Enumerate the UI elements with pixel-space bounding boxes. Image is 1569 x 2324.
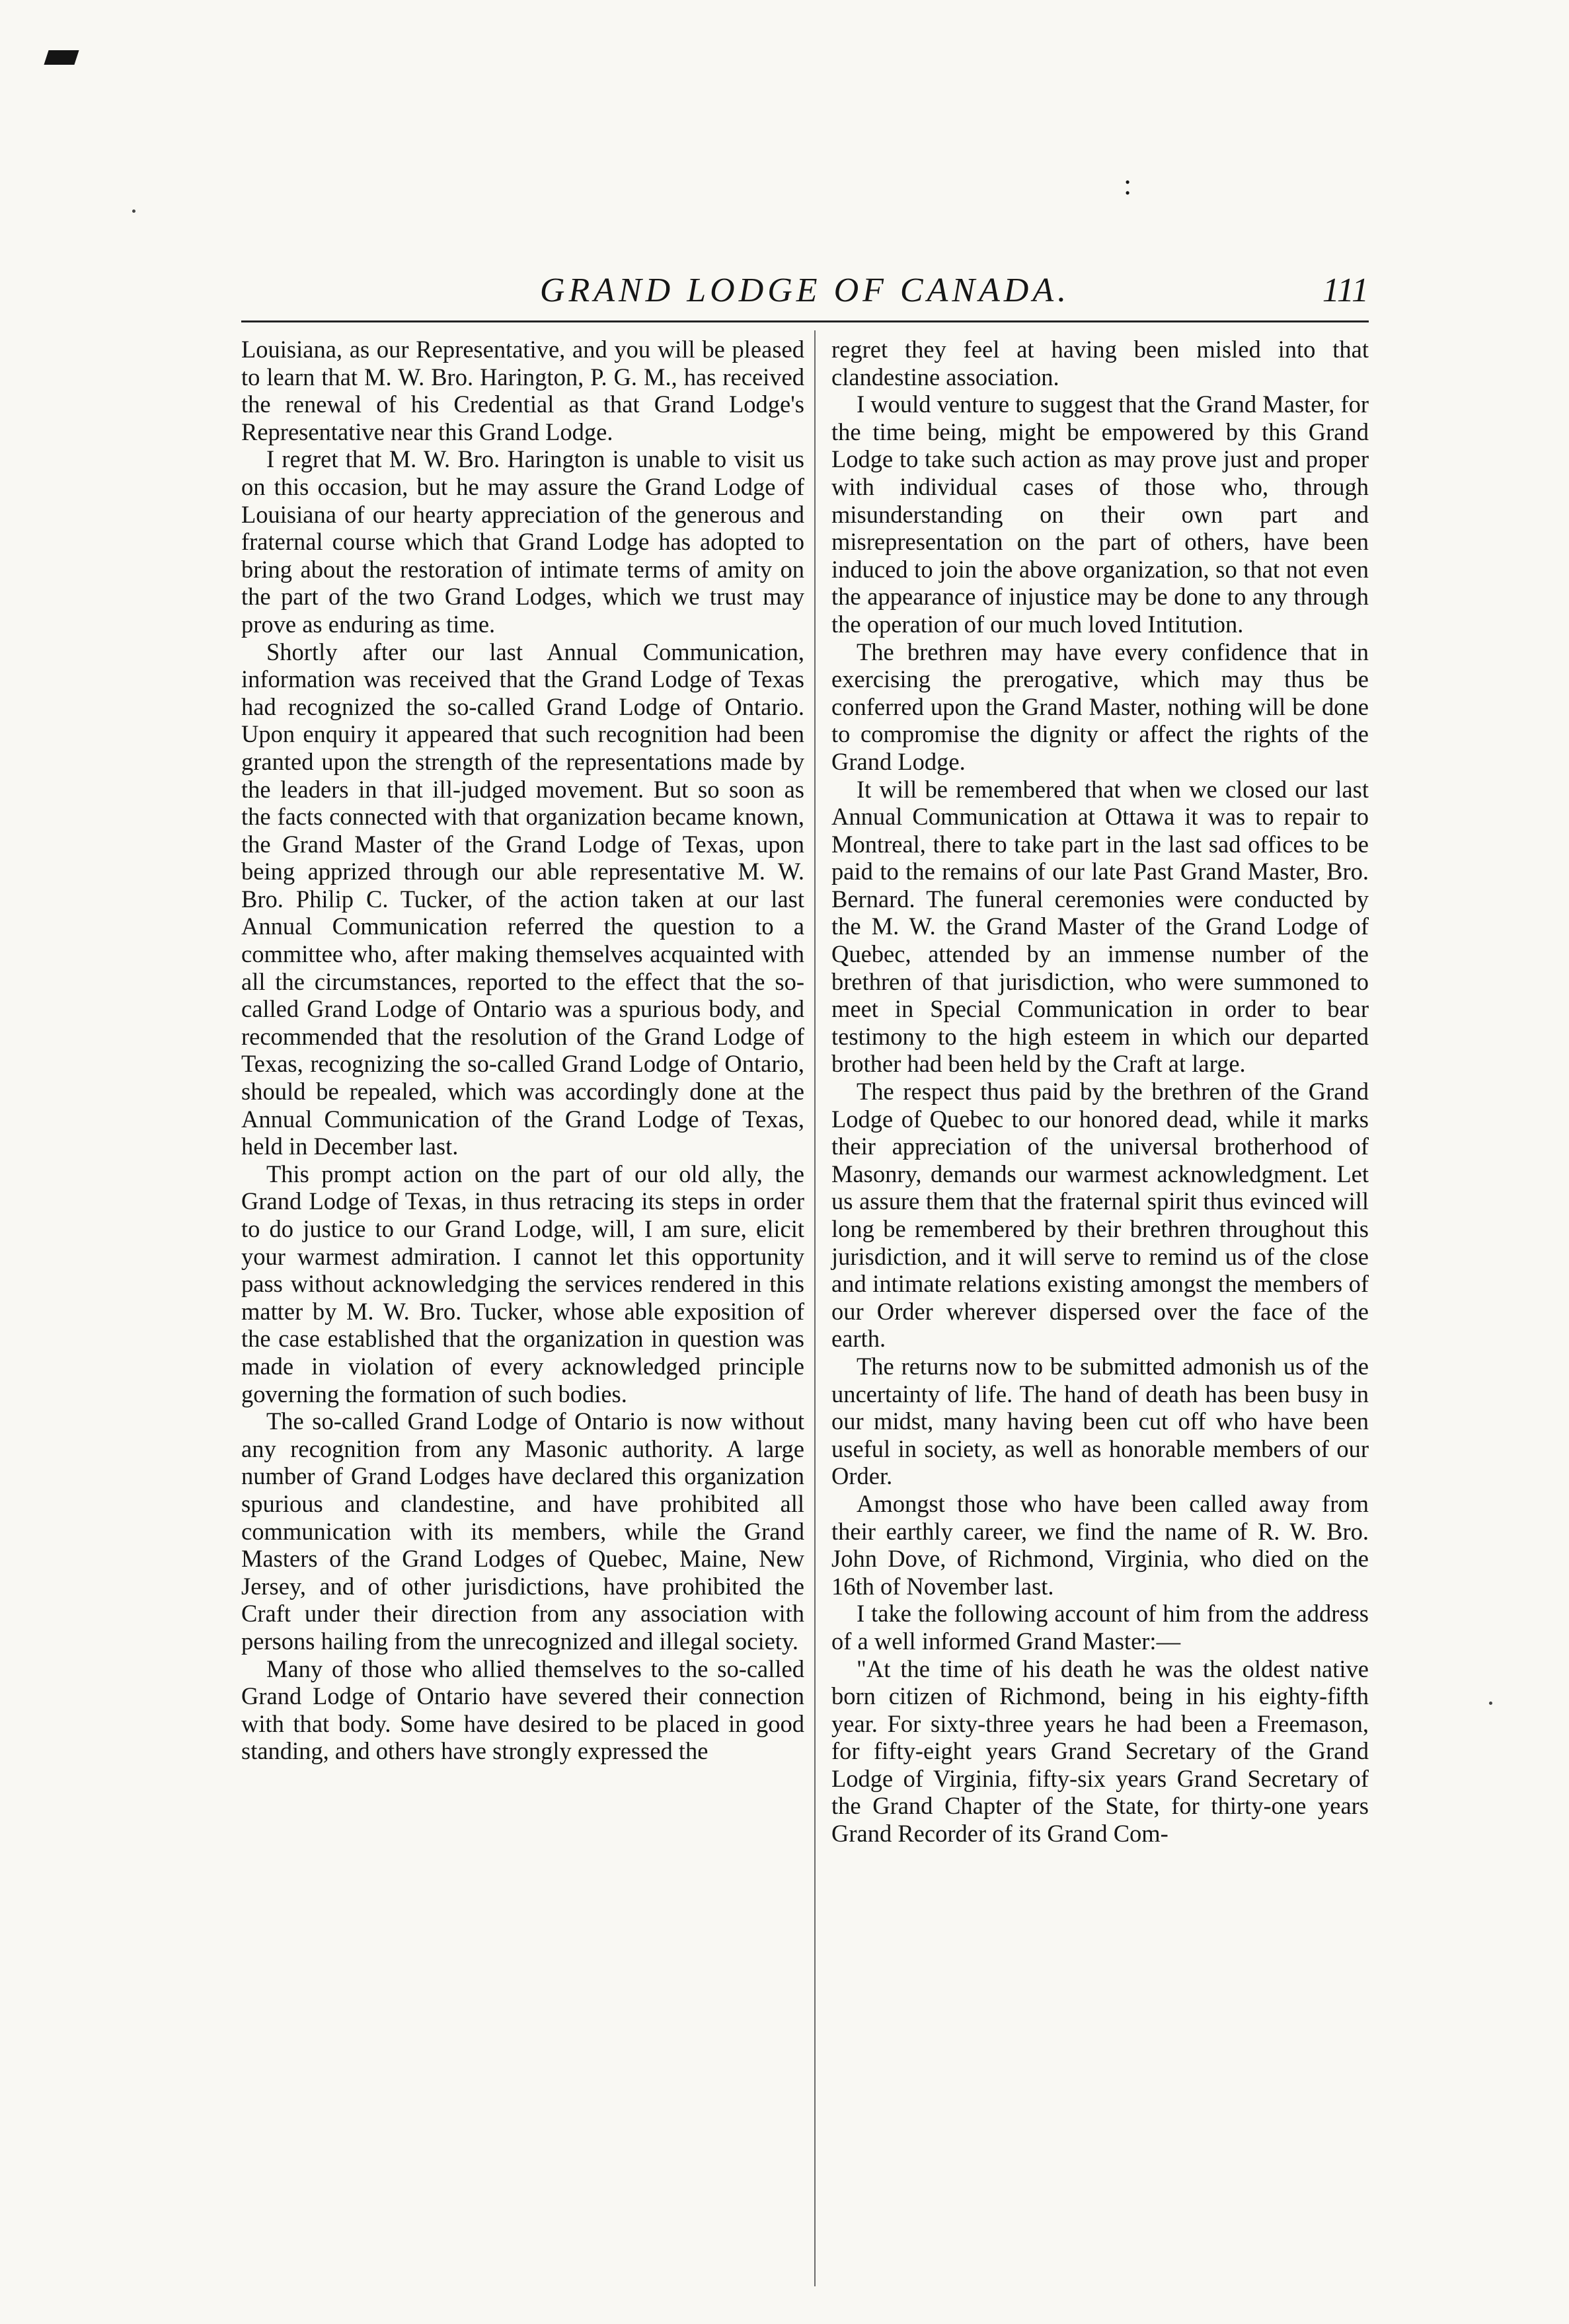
paragraph: Louisiana, as our Representative, and you will be pleased to learn that M. W. Bro. Harington, P. G. M., has received the renewal of his Credential as that Grand Lodge's Representative near this Grand Lodge. xyxy=(241,336,804,445)
running-title: GRAND LODGE OF CANADA. xyxy=(539,272,1071,309)
header-rule xyxy=(241,320,1369,322)
paragraph: Shortly after our last Annual Communication, information was received that the Grand Lodge of Texas had recognized the so-called Grand Lodge of Ontario. Upon enquiry it appeared that such recognition had been granted upon the strength of the representations made by the leaders in that ill-judged movement. But so soon as the facts connected with that organization became known, the Grand Master of the Grand Lodge of Texas, upon being apprized through our able representative M. W. Bro. Philip C. Tucker, of the action taken at our last Annual Communication referred the question to a committee who, after making themselves acquainted with all the circumstances, reported to the effect that the so-called Grand Lodge of Ontario was a spurious body, and recommended that the resolution of the Grand Lodge of Texas, recognizing the so-called Grand Lodge of Ontario, should be repealed, which was accordingly done at the Annual Communication of the Grand Lodge of Texas, held in December last. xyxy=(241,638,804,1160)
paragraph: "At the time of his death he was the oldest native born citizen of Richmond, being in his eighty-fifth year. For sixty-three years he had been a Freemason, for fifty-eight years Grand Secretary of the Grand Lodge of Virginia, fifty-six years Grand Secretary of the Grand Chapter of the State, for thirty-one years Grand Recorder of its Grand Com- xyxy=(831,1655,1369,1848)
paragraph: The so-called Grand Lodge of Ontario is now without any recognition from any Masonic authority. A large number of Grand Lodges have declared this organization spurious and clandestine, and have prohibited all communication with its members, while the Grand Masters of the Grand Lodges of Quebec, Maine, New Jersey, and of other jurisdictions, have prohibited the Craft under their direction from any association with persons hailing from the unrecognized and illegal society. xyxy=(241,1407,804,1655)
print-artifact-dot xyxy=(1489,1702,1492,1705)
print-artifact-colon: : xyxy=(1124,169,1132,201)
left-column xyxy=(241,336,804,1765)
paragraph: The returns now to be submitted admonish us of the uncertainty of life. The hand of death has been busy in our midst, many having been cut off who have been useful in society, as well as honorable members of our Order. xyxy=(831,1352,1369,1490)
paragraph: I would venture to suggest that the Grand Master, for the time being, might be empowered by this Grand Lodge to take such action as may prove just and proper with individual cases of those who, through misunderstanding on their own part and misrepresentation on the part of others, have been induced to join the above organization, so that not even the appearance of injustice may be done to any through the operation of our much loved Intitution. xyxy=(831,391,1369,638)
print-artifact-dot xyxy=(132,209,135,213)
print-artifact-mark xyxy=(44,50,79,65)
paragraph: This prompt action on the part of our old ally, the Grand Lodge of Texas, in thus retracing its steps in order to do justice to our Grand Lodge, will, I am sure, elicit your warmest admiration. I cannot let this opportunity pass without acknowledging the services rendered in this matter by M. W. Bro. Tucker, whose able exposition of the case established that the organization in question was made in violation of every acknowledged principle governing the formation of such bodies. xyxy=(241,1160,804,1407)
right-column xyxy=(831,336,1369,1848)
paragraph: The respect thus paid by the brethren of the Grand Lodge of Quebec to our honored dead, while it marks their appreciation of the universal brotherhood of Masonry, demands our warmest acknowledgment. Let us assure them that the fraternal spirit thus evinced will long be remembered by their brethren throughout this jurisdiction, and it will serve to remind us of the close and intimate relations existing amongst the members of our Order wherever dispersed over the face of the earth. xyxy=(831,1078,1369,1353)
paragraph: regret they feel at having been misled into that clandestine association. xyxy=(831,336,1369,391)
paragraph: I take the following account of him from the address of a well informed Grand Master:— xyxy=(831,1600,1369,1655)
paragraph: The brethren may have every confidence that in exercising the prerogative, which may thus be conferred upon the Grand Master, nothing will be done to compromise the dignity or affect the rights of the Grand Lodge. xyxy=(831,638,1369,775)
page-number: 111 xyxy=(1322,272,1369,309)
paragraph: Many of those who allied themselves to the so-called Grand Lodge of Ontario have severed their connection with that body. Some have desired to be placed in good standing, and others have strongly expressed the xyxy=(241,1655,804,1765)
paragraph: I regret that M. W. Bro. Harington is unable to visit us on this occasion, but he may assure the Grand Lodge of Louisiana of our hearty appreciation of the generous and fraternal course which that Grand Lodge has adopted to bring about the restoration of intimate terms of amity on the part of the two Grand Lodges, which we trust may prove as enduring as time. xyxy=(241,445,804,638)
paragraph: It will be remembered that when we closed our last Annual Communication at Ottawa it was to repair to Montreal, there to take part in the last sad offices to be paid to the remains of our late Past Grand Master, Bro. Bernard. The funeral ceremonies were conducted by the M. W. the Grand Master of the Grand Lodge of Quebec, attended by an immense number of the brethren of that jurisdiction, who were summoned to meet in Special Communication in order to bear testimony to the high esteem in which our departed brother had been held by the Craft at large. xyxy=(831,775,1369,1078)
running-head xyxy=(241,271,1369,311)
column-divider xyxy=(814,330,816,2286)
paragraph: Amongst those who have been called away from their earthly career, we find the name of R. W. Bro. John Dove, of Richmond, Virginia, who died on the 16th of November last. xyxy=(831,1489,1369,1600)
